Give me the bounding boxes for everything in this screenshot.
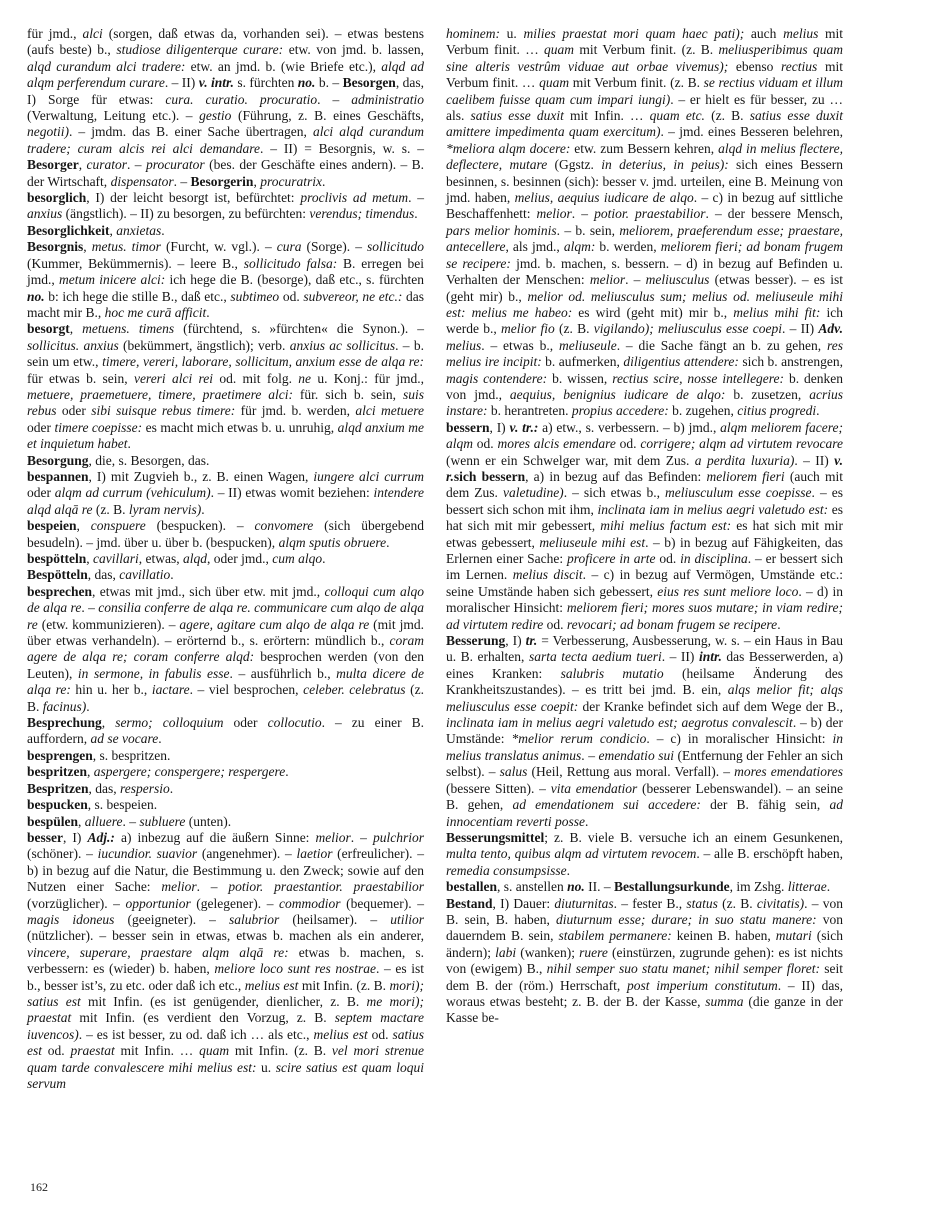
dictionary-entry: [27, 469, 424, 518]
entry-headword: besprechen: [27, 583, 93, 599]
dictionary-entry: [446, 420, 843, 633]
entry-body: für jmd., alci (sorgen, daß etwas da, vorhanden sei). – etwas bestens (aufs beste) b., studiose diligenterque curare: etw. von jmd. b. lassen, alqd curandum alci tradere: etw. an jmd. b. (wie Briefe etc.), alqd ad alqm perferendum curare. – II) v. intr. s. fürchten no. b. – Besorgen, das, I) Sorge für etwas: cura. curatio. procuratio. – administratio (Verwaltung, Leitung etc.). – gestio (Führung, z. B. eines Geschäfts, negotii). – jmdm. das B. einer Sache übertragen, alci alqd curandum tradere; curam alcis rei alci demandare. – II) = Besorgnis, w. s. – Besorger, curator. – procurator (bes. der Geschäfte eines andern). – B. der Wirtschaft, dispensator. – Besorgerin, procuratrix.: [27, 26, 425, 189]
dictionary-entry: [27, 321, 424, 452]
entry-body: , alluere. – subluere (unten).: [78, 813, 232, 829]
entry-body: , I) Dauer: diuturnitas. – fester B., status (z. B. civitatis). – von B. sein, B. haben, diuturnum esse; durare; in suo statu manere: von dauerndem B. sein, stabilem permanere: keinen B. haben, mutari (sich ändern); labi (wanken); ruere (einstürzen, zugrunde gehen): es ist nichts von (ewigem) B., nihil semper suo statu manet; nihil semper floret: seit dem B. der (röm.) Herrschaft, post imperium constitutum. – II) das, woraus etwas besteht; z. B. der B. der Kasse, summa (die ganze in der Kasse be-: [446, 895, 844, 1026]
entry-headword: bespannen: [27, 468, 89, 484]
dictionary-entry: [446, 633, 843, 830]
entry-headword: besorgt: [27, 321, 70, 337]
dictionary-entry: [27, 551, 424, 567]
dictionary-entry: [27, 567, 424, 583]
entry-headword: Bespötteln: [27, 567, 88, 583]
dictionary-entry: [446, 830, 843, 879]
entry-headword: Besserung: [446, 633, 506, 649]
entry-body: , das, cavillatio.: [87, 567, 174, 583]
entry-body: , s. bespeien.: [87, 797, 158, 813]
entry-body: , cavillari, etwas, alqd, oder jmd., cum alqo.: [86, 551, 326, 566]
entry-body: , I) Adj.: a) inbezug auf die äußern Sinne: melior. – pulchrior (schöner). – iucundior. suavior (angenehmer). – laetior (erfreulicher). – b) in bezug auf die Natur, die Bestimmung u. den Zweck; sowie auf den Nutzen einer Sache: melior. – potior. praestantior. praestabilior (vorzüglicher). – opportunior (gelegener). – commodior (bequemer). – magis idoneus (geeigneter). – salubrior (heilsamer). – utilior (nützlicher). – besser sein in etwas, etwas b. machen als ein anderer, vincere, superare, praestare alqm alqā re: etwas b. machen, s. verbessern: es (wieder) b. haben, meliore loco sunt res nostrae. – es ist b., besser ist’s, zu etc. oder daß ich etc., melius est mit Infin. (z. B. mori); satius est mit Infin. (es ist genügender, dienlicher, z. B. me mori); praestat mit Infin. (es verdient den Vorzug, z. B. septem mactare iuvencos). – es ist besser, zu od. daß ich … als etc., melius est od. satius est od. praestat mit Infin. … quam mit Infin. (z. B. vel mori strenue quam tarde convalescere mihi melius est: u. scire satius est quam loqui servum: [27, 829, 425, 1091]
entry-headword: Bestand: [446, 895, 493, 911]
right-column: [446, 26, 843, 1027]
dictionary-entry: [27, 584, 424, 715]
entry-body: , anxietas.: [109, 222, 165, 238]
entry-headword: Bespritzen: [27, 780, 89, 796]
dictionary-entry: [27, 797, 424, 813]
entry-headword: bespötteln: [27, 551, 87, 566]
entry-headword: besser: [27, 829, 63, 845]
dictionary-entry: [27, 223, 424, 239]
entry-body: , I) der leicht besorgt ist, befürchtet: proclivis ad metum. – anxius (ängstlich). – II) zu besorgen, zu befürchten: verendus; timendus.: [27, 190, 425, 222]
dictionary-entry: [27, 26, 424, 190]
entry-body: , I) v. tr.: a) etw., s. verbessern. – b) jmd., alqm meliorem facere; alqm od. mores alcis emendare od. corrigere; alqm ad virtutem revocare (wenn er ein Schwelger war, mit dem Zus. a perdita luxuria). – II) v. r.sich bessern, a) in bezug auf das Befinden: meliorem fieri (auch mit dem Zus. valetudine). – sich etwas b., meliusculum esse coepisse. – es bessert sich schon mit ihm, inclinata iam in melius aegri valetudo est: es hat sich mit mir gebessert, mihi melius factum est: es hat sich mit mir etwas gebessert, meliuseule mihi est. – b) in bezug auf Fähigkeiten, das Erlernen einer Sache: proficere in arte od. in disciplina. – er bessert sich im Lernen. melius discit. – c) in bezug auf Vermögen, Umstände etc.: seine Umstände haben sich gebessert, eius res sunt meliore loco. – d) in moralischer Hinsicht: meliorem fieri; mores suos mutare; in viam redire; ad virtutem redire od. revocari; ad bonam frugem se recipere.: [446, 419, 844, 632]
dictionary-entry: [27, 715, 424, 748]
dictionary-entry: [27, 814, 424, 830]
dictionary-entry: [446, 26, 843, 420]
entry-headword: besprengen: [27, 747, 93, 763]
entry-body: , sermo; colloquium oder collocutio. – zu einer B. auffordern, ad se vocare.: [27, 715, 424, 747]
dictionary-entry: [27, 453, 424, 469]
entry-body: ; z. B. viele B. versuche ich an einem Gesunkenen, multa tento, quibus alqm ad virtutem revocem. – alle B. erschöpft haben, remedia consumpsisse.: [446, 829, 843, 878]
entry-headword: bessern: [446, 419, 490, 435]
entry-body: , die, s. Besorgen, das.: [88, 452, 210, 468]
page-number: 162: [30, 1180, 48, 1194]
dictionary-entry: [27, 239, 424, 321]
dictionary-entry: [27, 190, 424, 223]
entry-body: , s. anstellen no. II. – Bestallungsurkunde, im Zshg. litterae.: [497, 879, 831, 895]
dictionary-entry: [27, 764, 424, 780]
entry-headword: bespeien: [27, 518, 77, 534]
entry-headword: Besorgnis: [27, 239, 84, 255]
entry-headword: Besorgung: [27, 452, 89, 468]
entry-body: , etwas mit jmd., sich über etw. mit jmd., colloqui cum alqo de alqa re. – consilia conferre de alqa re. communicare cum alqo de alqa re (etw. kommunizieren). – agere, agitare cum alqo de alqa re (mit jmd. über etwas verhandeln). – erörternd b., s. erörtern: mündlich b., coram agere de alqa re; coram conferre alqd: besprochen werden (von den Leuten), in sermone, in fabulis esse. – ausführlich b., multa dicere de alqa re: hin u. her b., iactare. – viel besprochen, celeber. celebratus (z. B. facinus).: [27, 583, 424, 714]
entry-body: hominem: u. milies praestat mori quam haec pati); auch melius mit Verbum finit. … quam mit Verbum finit. (z. B. meliusperibimus quam sine alteris vestrûm viduae aut orbae vivemus); ebenso rectius mit Verbum finit. … quam mit Verbum finit. (z. B. se rectius viduam et illum caelibem fuisse quam cum impari iungi). – er hielt es für besser, zu … als. satius esse duxit mit Infin. … quam etc. (z. B. satius esse duxit amittere impedimenta quam exercitum). – jmd. eines Besseren belehren, *meliora alqm docere: etw. zum Bessern kehren, alqd in melius flectere, deflectere, mutare (Ggstz. in deterius, in peius): sich eines Bessern besinnen, s. besinnen (sich): besser v. jmd. urteilen, eine B. Meinung von jmd. haben, melius, aequius iudicare de alqo. – c) in bezug auf sittliche Beschaffenhett: melior. – potior. praestabilior. – der bessere Mensch, pars melior hominis. – b. sein, meliorem, praeferendum esse; praestare, antecellere, als jmd., alqm: b. werden, meliorem fieri; ad bonam frugem se recipere: jmd. b. machen, s. bessern. – d) in bezug auf Befinden u. Verhalten der Menschen: melior. – meliusculus (etwas besser). – es ist (geht mir) b., melior od. meliusculus sum; melius od. meliuseule mihi est: melius me habeo: es wird (geht mit) mir b., melius mihi fit: ich werde b., melior fio (z. B. vigilando); meliusculus esse coepi. – II) Adv. melius. – etwas b., meliuseule. – die Sache fängt an b. zu gehen, res melius ire incipit: b. aufmerken, diligentius attendere: sich b. anstrengen, magis contendere: b. wissen, rectius scire, nosse intellegere: b. denken von jmd., aequius, benignius iudicare de alqo: b. zusetzen, acrius instare: b. herantreten. propius accedere: b. zugehen, citius progredi.: [446, 26, 844, 419]
entry-body: , I) tr. = Verbesserung, Ausbesserung, w. s. – ein Haus in Bau u. B. erhalten, sarta tecta aedium tueri. – II) intr. das Besserwerden, a) eines Kranken: salubris mutatio (heilsame Änderung des Krankheitszustandes). – es tritt bei jmd. B. ein, alqs melior fit; alqs meliusculus esse coepit: der Kranke befindet sich auf dem Wege der B., inclinata iam in melius aegri valetudo est; aegrotus convalescit. – b) der Umstände: *melior rerum condicio. – c) in moralischer Hinsicht: in melius translatus animus. – emendatio sui (Entfernung der Fehler an sich selbst). – salus (Heil, Rettung aus moral. Verfall). – mores emendatiores (bessere Sitten). – vita emendatior (besserer Lebenswandel). – an seine B. gehen, ad emendationem sui accedere: der B. fähig sein, ad innocentiam reverti posse.: [446, 633, 844, 829]
entry-body: , aspergere; conspergere; respergere.: [87, 764, 289, 780]
dictionary-entry: [27, 518, 424, 551]
dictionary-entry: [446, 879, 843, 895]
dictionary-entry: [446, 896, 843, 1027]
entry-body: , I) mit Zugvieh b., z. B. einen Wagen, iungere alci currum oder alqm ad currum (vehiculum). – II) etwas womit beziehen: intendere alqd alqā re (z. B. lyram nervis).: [27, 468, 424, 517]
entry-body: , conspuere (bespucken). – convomere (sich übergebend besudeln). – jmd. über u. über b. (bespucken), alqm sputis obruere.: [27, 518, 424, 550]
entry-body: , metuens. timens (fürchtend, s. »fürchten« die Synon.). – sollicitus. anxius (bekümmert, ängstlich); verb. anxius ac sollicitus. – b. sein um etw., timere, vereri, laborare, sollicitum, anxium esse de alqa re: für etwas b. sein, vereri alci rei od. mit folg. ne u. Konj.: für jmd., metuere, praemetuere, timere, praetimere alci: für. sich b. sein, suis rebus oder sibi suisque rebus timere: für jmd. b. werden, alci metuere oder timere coepisse: es macht mich etwas b. u. unruhig, alqd anxium me et inquietum habet.: [27, 321, 425, 452]
entry-headword: besorglich: [27, 190, 87, 206]
entry-body: , metus. timor (Furcht, w. vgl.). – cura (Sorge). – sollicitudo (Kummer, Bekümmernis). – leere B., sollicitudo falsa: B. erregen bei jmd., metum inicere alci: ich hege die B. (besorge), daß etc., s. fürchten no. b: ich hege die stille B., daß etc., subtimeo od. subvereor, ne etc.: das macht mir B., hoc me curā afficit.: [27, 239, 425, 320]
dictionary-entry: [27, 781, 424, 797]
entry-headword: bespritzen: [27, 764, 87, 780]
dictionary-entry: [27, 748, 424, 764]
entry-headword: Besprechung: [27, 715, 102, 731]
entry-body: , das, respersio.: [88, 780, 174, 796]
left-column: [27, 26, 424, 1092]
entry-headword: bespucken: [27, 797, 88, 813]
dictionary-entry: [27, 830, 424, 1093]
entry-headword: bestallen: [446, 879, 498, 895]
entry-body: , s. bespritzen.: [92, 747, 171, 763]
entry-headword: bespülen: [27, 813, 79, 829]
entry-headword: Besserungsmittel: [446, 829, 545, 845]
entry-headword: Besorglichkeit: [27, 222, 110, 238]
